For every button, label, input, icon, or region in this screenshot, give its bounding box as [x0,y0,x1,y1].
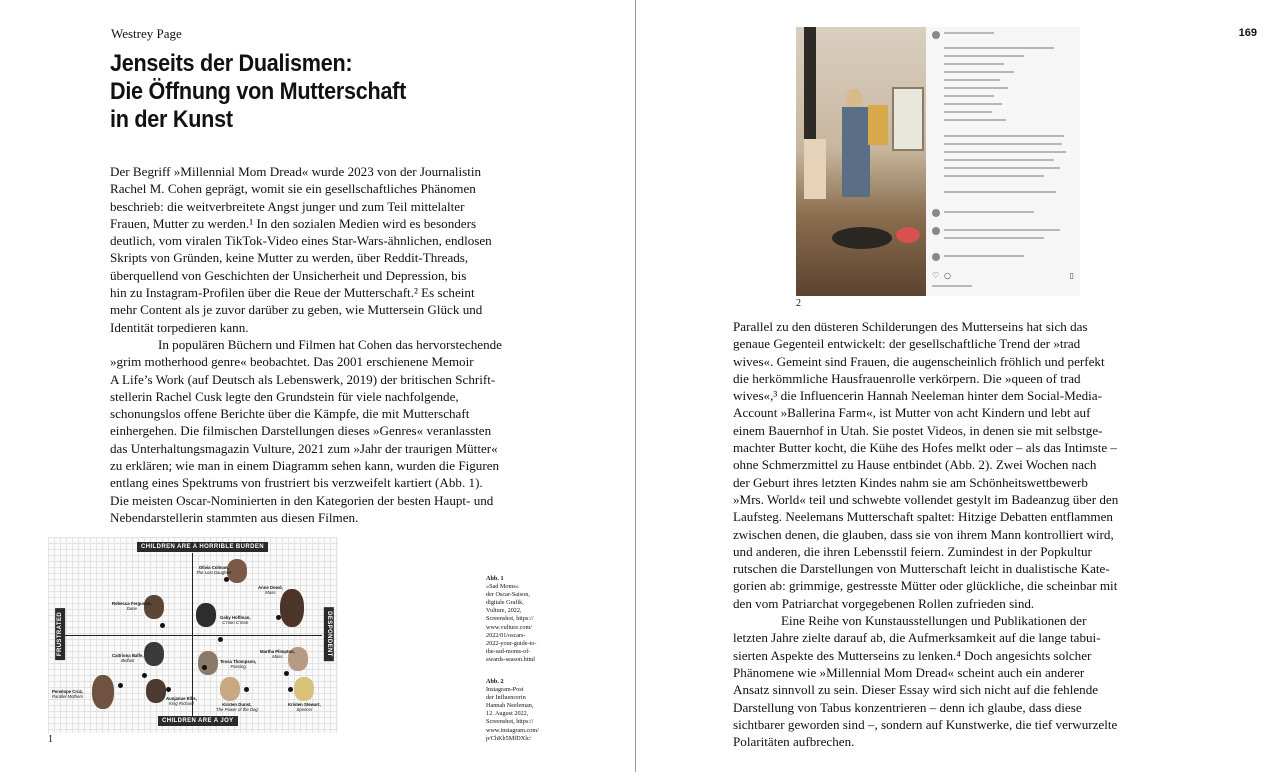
chart-point [218,637,223,642]
title-line: in der Kunst [110,106,233,133]
text-line: A Life’s Work (auf Deutsch als Lebenswerk, 2019) der britischen Schrift- [110,371,496,387]
figure-1-sad-moms-chart [48,537,338,733]
caption-line: the-sad-moms-of- [486,647,531,655]
chart-point [202,665,207,670]
caption-line: awards-season.html [486,655,535,663]
pan [832,227,892,249]
portrait-icon [280,589,304,627]
left-body-text [110,163,502,526]
text-line: Die meisten Oscar-Nominierten in den Kategorien der besten Haupt- und [110,492,494,508]
text-line: Nebendarstellerin stammten aus diesen Filmen. [110,509,359,525]
chart-point [166,687,171,692]
text-line: Skripts von Gründen, keine Mutter zu werden, über Reddit-Threads, [110,250,469,266]
chart-point [276,615,281,620]
text-line: deutlich, vom viralen TikTok-Video eines Star-Wars-ähnlichen, endlosen [110,233,492,249]
caption-line: Hannah Neeleman, [486,702,534,710]
title-line: Die Öffnung von Mutterschaft [110,78,407,105]
child [804,139,826,199]
person-label: Olivia Colman, The Lost Daughter [196,565,232,575]
text-line: Account »Ballerina Farm«, ist Mutter von acht Kindern und lebt auf [733,405,1091,421]
window [892,87,924,151]
text-line: sichtbarer geworden sind –, sondern auf Kunstwerke, die tief verwurzelte [733,716,1118,732]
chart-point [284,671,289,676]
text-line: schonungslos offene Berichte über die Kämpfe, die mit Mutterschaft [110,406,470,422]
text-line: letzten Jahre zielte darauf ab, die Aufmerksamkeit auf die lange tabui- [733,630,1101,646]
caption-line: Screenshot, https:// [486,615,534,623]
text-line: zwischen denen, die glauben, dass sie von ihrem Mann kontrolliert wird, [733,526,1114,542]
text-line: Identität torpedieren kann. [110,319,249,335]
text-line: stellerin Rachel Cusk legte den Grundstein für viele nachfolgende, [110,388,459,404]
axis-label-top: CHILDREN ARE A HORRIBLE BURDEN [137,542,268,552]
caption-line: »Sad Moms« [486,583,519,591]
person-label: Aunjanue Ellis, King Richard [166,696,197,706]
caption-line: Instagram-Post [486,686,524,694]
text-line: beschrieb: die weitverbreitete Angst junger und zum Teil mittelalter [110,198,465,214]
text-line: genaue Gegenteil entwickelt: der gesellschaftliche Trend der »trad [733,336,1081,352]
text-line: Rachel M. Cohen geprägt, womit sie ein gesellschaftliches Phänomen [110,181,476,197]
right-body-text [733,318,1118,750]
text-line: Darstellung von Tabus konzentrieren – denn ich glaube, dass diese [733,699,1082,715]
chart-point [244,687,249,692]
horizontal-axis [64,635,322,636]
text-line: Parallel zu den düsteren Schilderungen des Mutterseins hat sich das [733,319,1088,334]
text-line: Laufsteg. Neelemans Mutterschaft spaltet: Hitzige Debatten entflammen [733,509,1113,525]
caption-abb-2 [486,678,566,743]
article-title [110,50,406,134]
portrait-icon [92,675,114,709]
person-label: Kirsten Dunst, The Power of the Dog [216,702,258,712]
caption-line: Abb. 2 [486,678,504,685]
text-line: überquellend von Geschichten der Unsicherheit und Depression, bis [110,267,467,283]
text-line: der Geburt ihres letzten Kindes nahm sie am Schönheitswettbewerb [733,474,1088,490]
author-name: Westrey Page [111,26,182,41]
chart-point [160,623,165,628]
text-line: einem Bauernhof in Utah. Sie postet Videos, in denen sie mit selbstge- [733,422,1103,438]
person-label: Caitriona Balfe, Belfast [112,653,144,663]
axis-label-right: DESPONDENT [324,607,334,661]
chart-point [224,577,229,582]
chart-point [142,673,147,678]
text-line: wives«. Gemeint sind Frauen, die augenscheinlich fröhlich und perfekt [733,353,1105,369]
caption-line: www.vulture.com/ [486,623,532,631]
text-line: Phänomene wie »Millennial Mom Dread« scheint auch ein anderer [733,664,1085,680]
caption-line: Screenshot, https:// [486,718,534,726]
text-line: ohne Schmerzmittel zu Hause entbindet (Abb. 2). Zwei Wochen nach [733,457,1097,473]
chart-point [118,683,123,688]
text-line: das Unterhaltungsmagazin Vulture, 2021 zum »Jahr der traurigen Mütter« [110,440,498,456]
portrait-icon [198,651,218,675]
caption-line: 2022-your-guide-to- [486,639,537,647]
caption-line: 12. August 2022, [486,710,529,718]
avatar [932,209,940,217]
person-label: Penelope Cruz, Parallel Mothers [52,689,84,699]
person-label: Martha Plimpton, Mass [260,649,295,659]
caption-line: www.instagram.com/ [486,726,539,734]
text-line: einhergehen. Die filmischen Darstellungen dieses »Genres« veranlassten [110,423,492,439]
text-line: entlang eines Spektrums von frustriert bis verzweifelt kartiert (Abb. 1). [110,475,483,491]
person-label: Anne Dowd, Mass [258,585,283,595]
person-head [846,89,862,107]
instagram-comments-panel [926,27,1080,296]
portrait-icon [220,677,240,701]
comment-icon: ○ [944,271,951,280]
caption-line: digitale Grafik, [486,599,524,607]
page-number: 169 [1238,27,1257,39]
caption-line: p/ChKh5MfDXlc/ [486,734,532,742]
chart-point [288,687,293,692]
text-line: machter Butter kocht, die Kühe des Hofes melkt oder – als das Intimste – [733,440,1117,456]
text-line: zu erklären; wie man in einem Diagramm sehen kann, wurden die Figuren [110,458,500,474]
figure-number: 2 [796,298,801,309]
avatar [932,253,940,261]
text-line: Polaritäten aufbrechen. [733,734,855,750]
figure-2-instagram-post [796,27,1080,296]
bookmark-icon: ▯ [1069,271,1074,280]
text-line: rutschen die Darstellungen von Mutterschaft leicht in dualistische Kate- [733,561,1110,577]
text-line: wives«,³ die Influencerin Hannah Neeleman hinter dem Social-Media- [733,388,1102,404]
portrait-icon [146,679,166,703]
portrait-icon [196,603,216,627]
caption-line: Abb. 1 [486,575,504,582]
person-label: Tessa Thompson, Passing [220,659,257,669]
text-line: Frauen, Mutter zu werden.¹ In den sozialen Medien wird es besonders [110,215,477,231]
child [868,105,888,145]
text-line: In populären Büchern und Filmen hat Cohen das hervorstechende [158,336,502,352]
person-body [842,107,870,197]
text-line: Ansatz sinnvoll zu sein. Dieser Essay wird sich nicht auf die fehlende [733,682,1099,698]
caption-line: der Influencerin [486,694,526,702]
axis-label-bottom: CHILDREN ARE A JOY [158,716,238,726]
text-line: den vom Patriarchat vorgegebenen Rollen zufrieden sind. [733,595,1035,611]
kitchen-photo [796,27,926,296]
axis-label-left: FRUSTRATED [55,608,65,660]
text-line: die herkömmliche Hausfrauenrolle verkörpern. Die »queen of trad [733,370,1081,386]
portrait-icon [144,642,164,666]
person-label: Gaby Hoffman, C’mon C’mon [220,615,251,625]
text-line: und anderen, die ihren Lebensstil feiern. Zumindest in der Popkultur [733,543,1092,559]
person-label: Kristen Stewart, Spencer [288,702,321,712]
caption-abb-1 [486,575,566,664]
text-line: Eine Reihe von Kunstausstellungen und Publikationen der [781,613,1087,629]
right-page [636,0,1272,772]
text-line: mehr Content als je zuvor darüber zu geben, wie Muttersein Glück und [110,302,483,318]
bowl [896,227,920,243]
caption-line: 2022/01/oscars- [486,631,526,639]
text-line: »Mrs. World« teil und schwebte vollendet gestylt im Badeanzug über den [733,491,1119,507]
caption-line: Vulture, 2022, [486,607,522,615]
person-label: Rebecca Ferguson, Dune [112,601,152,611]
left-page [0,0,635,772]
text-line: »grim motherhood genre« beobachtet. Das 2001 erschienene Memoir [110,354,474,370]
title-line: Jenseits der Dualismen: [110,50,353,77]
text-line: hin zu Instagram-Profilen über die Reue der Mutterschaft.² Es scheint [110,285,475,301]
text-line: gorien ab: grimmige, gestresste Mütter oder glückliche, die scheinbar mit [733,578,1118,594]
caption-line: der Oscar-Saison, [486,591,530,599]
text-line: Der Begriff »Millennial Mom Dread« wurde 2023 von der Journalistin [110,164,482,179]
heart-icon: ♡ [932,271,940,280]
avatar [932,31,940,39]
avatar [932,227,940,235]
text-line: sierten Aspekte des Mutterseins zu lenken.⁴ Doch angesichts solcher [733,647,1092,663]
figure-number: 1 [48,734,53,745]
portrait-icon [294,677,314,701]
